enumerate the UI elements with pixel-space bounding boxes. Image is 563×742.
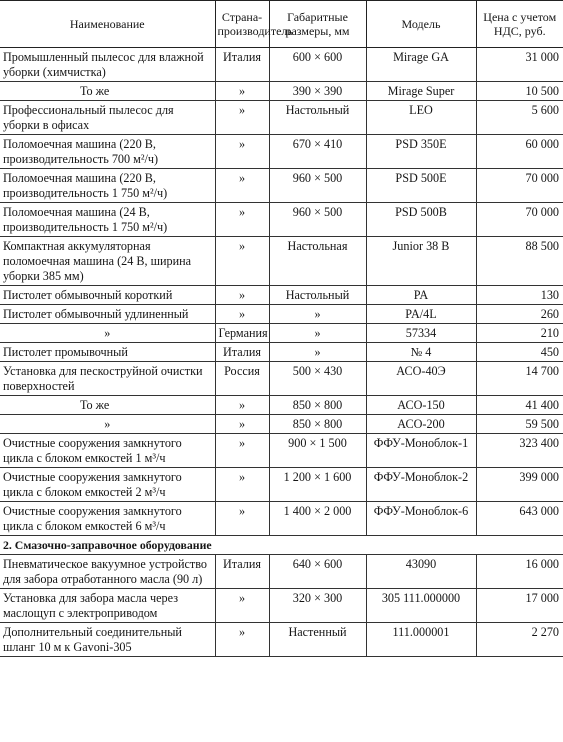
table-row [0,468,563,502]
cell-country: » [215,101,269,135]
cell-price: 41 400 [476,396,563,415]
cell-model: Mirage Super [366,82,476,101]
cell-dims: 900 × 1 500 [269,434,366,468]
header-row [0,1,563,48]
cell-name: Пистолет обмывочный короткий [0,286,215,305]
cell-model: АСО-150 [366,396,476,415]
cell-dims: 390 × 390 [269,82,366,101]
cell-model: ФФУ-Моноблок-2 [366,468,476,502]
cell-price: 323 400 [476,434,563,468]
table-row [0,362,563,396]
table-row [0,48,563,82]
cell-country: » [215,169,269,203]
cell-name: Пистолет промывочный [0,343,215,362]
header-country: Страна-производитель [215,1,269,48]
cell-model: 57334 [366,324,476,343]
cell-dims: 960 × 500 [269,169,366,203]
cell-dims: 640 × 600 [269,555,366,589]
cell-name: Установка для пескоструйной очистки поверхностей [0,362,215,396]
cell-country: » [215,396,269,415]
cell-price: 450 [476,343,563,362]
section-title: 2. Смазочно-заправочное оборудование [0,536,563,555]
cell-name: То же [0,82,215,101]
table-row [0,343,563,362]
cell-price: 643 000 [476,502,563,536]
cell-dims: 600 × 600 [269,48,366,82]
cell-price: 2 270 [476,623,563,657]
table-row [0,237,563,286]
table-row [0,101,563,135]
cell-model: ФФУ-Моноблок-6 [366,502,476,536]
cell-country: » [215,286,269,305]
cell-model: 43090 [366,555,476,589]
header-price: Цена с учетом НДС, руб. [476,1,563,48]
cell-model: ФФУ-Моноблок-1 [366,434,476,468]
cell-price: 5 600 [476,101,563,135]
cell-country: » [215,502,269,536]
cell-model: PSD 500E [366,169,476,203]
cell-country: Россия [215,362,269,396]
cell-dims: Настольный [269,101,366,135]
cell-name: Очистные сооружения замкнутого цикла с блоком емкостей 2 м³/ч [0,468,215,502]
table-row [0,135,563,169]
cell-price: 260 [476,305,563,324]
cell-dims: » [269,324,366,343]
cell-country: Германия [215,324,269,343]
cell-name: Очистные сооружения замкнутого цикла с блоком емкостей 1 м³/ч [0,434,215,468]
cell-price: 17 000 [476,589,563,623]
cell-name: Поломоечная машина (24 В, производительность 1 750 м²/ч) [0,203,215,237]
cell-name: Пистолет обмывочный удлиненный [0,305,215,324]
cell-dims: 500 × 430 [269,362,366,396]
cell-price: 10 500 [476,82,563,101]
cell-model: № 4 [366,343,476,362]
cell-country: Италия [215,343,269,362]
cell-model: LEO [366,101,476,135]
cell-model: АСО-200 [366,415,476,434]
cell-country: » [215,415,269,434]
cell-country: » [215,305,269,324]
cell-model: АСО-40Э [366,362,476,396]
header-model: Модель [366,1,476,48]
cell-dims: 850 × 800 [269,415,366,434]
cell-model: 305 111.000000 [366,589,476,623]
table-row [0,589,563,623]
cell-dims: 850 × 800 [269,396,366,415]
cell-dims: 320 × 300 [269,589,366,623]
cell-country: » [215,237,269,286]
cell-price: 16 000 [476,555,563,589]
table-row [0,502,563,536]
section-row [0,536,563,555]
cell-model: 111.000001 [366,623,476,657]
table-row [0,555,563,589]
cell-price: 70 000 [476,203,563,237]
cell-name: » [0,324,215,343]
cell-country: » [215,623,269,657]
cell-name: Поломоечная машина (220 В, производительность 1 750 м²/ч) [0,169,215,203]
cell-country: Италия [215,48,269,82]
cell-price: 14 700 [476,362,563,396]
cell-model: Junior 38 B [366,237,476,286]
cell-name: » [0,415,215,434]
cell-country: » [215,82,269,101]
cell-name: Очистные сооружения замкнутого цикла с блоком емкостей 6 м³/ч [0,502,215,536]
cell-dims: 1 200 × 1 600 [269,468,366,502]
table-row [0,286,563,305]
cell-model: PA/4L [366,305,476,324]
table-row [0,623,563,657]
cell-price: 130 [476,286,563,305]
cell-name: Профессиональный пылесос для уборки в офисах [0,101,215,135]
cell-price: 210 [476,324,563,343]
cell-country: » [215,434,269,468]
cell-country: » [215,589,269,623]
header-dims: Габаритные размеры, мм [269,1,366,48]
cell-country: » [215,468,269,502]
cell-price: 70 000 [476,169,563,203]
cell-name: Поломоечная машина (220 В, производительность 700 м²/ч) [0,135,215,169]
cell-dims: Настольный [269,286,366,305]
cell-name: Промышленный пылесос для влажной уборки (химчистка) [0,48,215,82]
table-row [0,169,563,203]
cell-dims: 1 400 × 2 000 [269,502,366,536]
cell-price: 60 000 [476,135,563,169]
cell-model: PSD 350E [366,135,476,169]
cell-dims: 960 × 500 [269,203,366,237]
cell-model: PSD 500B [366,203,476,237]
cell-dims: Настольная [269,237,366,286]
cell-dims: 670 × 410 [269,135,366,169]
cell-country: » [215,203,269,237]
cell-price: 59 500 [476,415,563,434]
cell-price: 399 000 [476,468,563,502]
cell-price: 31 000 [476,48,563,82]
cell-dims: » [269,343,366,362]
cell-model: Mirage GA [366,48,476,82]
cell-name: То же [0,396,215,415]
cell-dims: » [269,305,366,324]
cell-name: Пневматическое вакуумное устройство для забора отработанного масла (90 л) [0,555,215,589]
cell-name: Установка для забора масла через маслощуп с электроприводом [0,589,215,623]
cell-country: » [215,135,269,169]
table-row [0,203,563,237]
table-row [0,434,563,468]
cell-price: 88 500 [476,237,563,286]
cell-name: Компактная аккумуляторная поломоечная машина (24 В, ширина уборки 385 мм) [0,237,215,286]
table-row [0,415,563,434]
table-row [0,82,563,101]
table-row [0,305,563,324]
table-row [0,324,563,343]
cell-model: PA [366,286,476,305]
header-name: Наименование [0,1,215,48]
cell-name: Дополнительный соединительный шланг 10 м к Gavoni-305 [0,623,215,657]
table-row [0,396,563,415]
cell-country: Италия [215,555,269,589]
cell-dims: Настенный [269,623,366,657]
